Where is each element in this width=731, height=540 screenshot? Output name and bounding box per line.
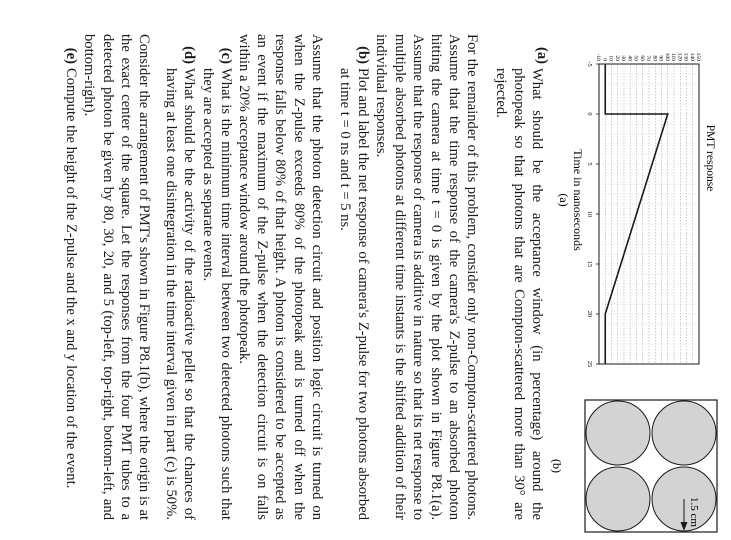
x-tick-label: 10 — [586, 210, 593, 218]
y-tick-label: 110 — [670, 52, 676, 61]
question-a-label: (a) — [534, 46, 550, 64]
y-tick-label: 30 — [620, 55, 626, 61]
radius-label: 1.5 cm — [688, 497, 700, 527]
paragraph-pmt-arrangement: Consider the arrangement of PMT's shown in Figure P8.1(b), where the origin is at the exact center of the square. Let the responses from the four PMT tubes to a detected photon be given by 80, 30, 20, and 5 (top-left, top-right, bottom-left, and bottom-right). — [81, 34, 152, 520]
y-tick-label: 40 — [626, 55, 633, 61]
y-tick-label: 10 — [607, 55, 614, 61]
question-d-text: What should be the activity of the radioactive pellet so that the chances of having at least one disintegration in the time interval given in part (c) is 50%. — [163, 68, 198, 520]
pmt-bottom-left — [586, 401, 650, 465]
question-e — [62, 34, 80, 520]
figure-b-caption: (b) — [550, 459, 564, 473]
pmt-arrangement-figure — [544, 398, 719, 534]
figure-a-caption: (a) — [557, 193, 571, 207]
question-a-text: What should be the acceptance window (in percentage) around the photopeak so that photons that are Compton-scattered more than 30° are rejected. — [492, 68, 545, 520]
x-tick-label: 15 — [586, 260, 593, 268]
y-tick-label: 100 — [663, 52, 670, 61]
y-tick-label: 130 — [682, 52, 689, 61]
pmt-response-plot — [551, 30, 731, 370]
x-tick-label: 20 — [586, 310, 593, 318]
question-d — [162, 34, 198, 520]
y-tick-label: -10 — [595, 53, 601, 61]
x-tick-label: 25 — [586, 360, 593, 368]
pmt-top-left — [652, 401, 716, 465]
question-e-label: (e) — [63, 47, 80, 64]
question-a — [491, 34, 551, 520]
x-tick-label: -5 — [586, 61, 593, 67]
plot-title: PMT response — [704, 124, 716, 192]
x-axis-label: Time in nanoseconds — [571, 149, 585, 251]
question-d-label: (d) — [181, 46, 198, 64]
pmt-bottom-right — [586, 467, 650, 531]
x-tick-labels — [586, 61, 599, 367]
y-tick-label: 150 — [695, 52, 701, 61]
y-tick-label: 80 — [651, 55, 658, 61]
paragraph-detection-circuit: Assume that the photon detection circuit and position logic circuit is turned on when the Z-pulse exceeds 80% of the photopeak and is turned off when the response falls below 80% of that height. A photon is considered to be accepted as an event if the maximum of the Z-pulse when the detection circuit is on falls within a 20% acceptance window around the photopeak. — [235, 34, 325, 520]
paragraph-assumptions: For the remainder of this problem, consider only non-Compton-scattered photons. Assume that the time response of the camera's Z-pulse to an absorbed photon hitting the camera at time t = 0 is given by the plot shown in Figure P8.1(a). Assume that the response of camera is additive in nature so that its net response to multiple absorbed photons at different time instants is the shifted addition of their individual responses. — [373, 34, 481, 520]
question-b-label: (b) — [355, 46, 372, 64]
question-c-label: (c) — [217, 47, 234, 64]
plot-grid — [599, 64, 699, 364]
y-tick-label: 0 — [601, 58, 608, 61]
y-tick-label: 140 — [688, 52, 695, 61]
x-tick-label: 0 — [586, 112, 593, 116]
x-tick-label: 5 — [586, 162, 593, 166]
question-e-text: Compute the height of the Z-pulse and the x and y location of the event. — [63, 68, 80, 489]
y-tick-label: 50 — [632, 55, 639, 61]
y-tick-label: 20 — [613, 55, 620, 61]
question-b — [336, 34, 372, 520]
question-c-text: What is the minimum time interval between two detected photons such that they are accepted as separate events. — [199, 68, 234, 520]
y-tick-labels — [595, 53, 701, 62]
y-tick-label: 90 — [657, 55, 664, 61]
problem-text — [62, 34, 551, 520]
question-c — [198, 34, 234, 520]
y-tick-label: 70 — [645, 55, 651, 61]
question-b-text: Plot and label the net response of camera's Z-pulse for two photons absorbed at time t = 0 ns and t = 5 ns. — [336, 68, 372, 520]
y-tick-label: 120 — [676, 52, 683, 61]
y-tick-label: 60 — [638, 55, 645, 61]
